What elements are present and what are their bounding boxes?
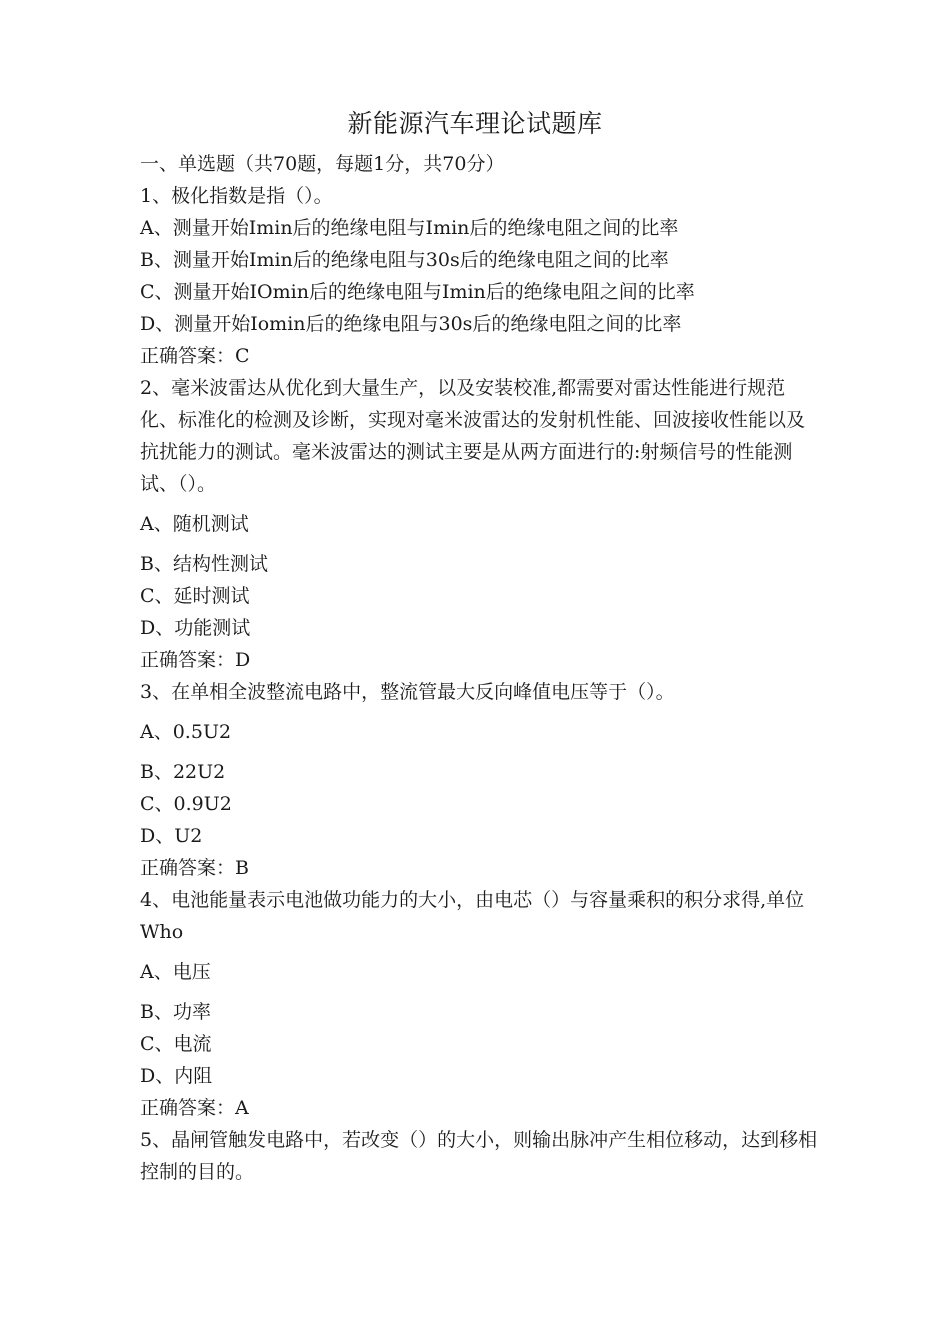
section-heading: 一、单选题（共70题，每题1分，共70分） <box>140 153 505 175</box>
question-stem: 4、电池能量表示电池做功能力的大小，由电芯（）与容量乘积的积分求得,单位Who <box>140 889 805 943</box>
option-c: C、延时测试 <box>140 585 250 607</box>
question-4 <box>140 884 820 1124</box>
question-stem: 1、极化指数是指（）。 <box>140 185 333 207</box>
correct-answer: 正确答案：A <box>140 1097 249 1119</box>
option-c: C、测量开始IOmin后的绝缘电阻与Imin后的绝缘电阻之间的比率 <box>140 281 695 303</box>
document-title: 新能源汽车理论试题库 <box>347 109 603 138</box>
question-5 <box>140 1124 820 1188</box>
option-c: C、电流 <box>140 1033 212 1055</box>
document-body <box>140 148 820 1188</box>
question-3 <box>140 676 820 884</box>
question-stem: 2、毫米波雷达从优化到大量生产，以及安装校准,都需要对雷达性能进行规范化、标准化的检测及诊断，实现对毫米波雷达的发射机性能、回波接收性能以及抗扰能力的测试。毫米波雷达的测试主要是从两方面进行的:射频信号的性能测试、（）。 <box>140 377 806 495</box>
option-c: C、0.9U2 <box>140 793 232 815</box>
correct-answer: 正确答案：D <box>140 649 251 671</box>
option-d: D、功能测试 <box>140 617 251 639</box>
option-b: B、结构性测试 <box>140 553 268 575</box>
option-b: B、功率 <box>140 1001 211 1023</box>
option-b: B、22U2 <box>140 761 226 783</box>
option-a: A、电压 <box>140 961 211 983</box>
option-d: D、测量开始Iomin后的绝缘电阻与30s后的绝缘电阻之间的比率 <box>140 313 682 335</box>
question-1 <box>140 180 820 372</box>
option-a: A、随机测试 <box>140 513 249 535</box>
option-a: A、测量开始Imin后的绝缘电阻与Imin后的绝缘电阻之间的比率 <box>140 217 679 239</box>
question-stem: 5、晶闸管触发电路中，若改变（）的大小，则输出脉冲产生相位移动，达到移相控制的目的。 <box>140 1129 818 1183</box>
option-a: A、0.5U2 <box>140 721 232 743</box>
question-2 <box>140 372 820 676</box>
option-d: D、U2 <box>140 825 203 847</box>
correct-answer: 正确答案：C <box>140 345 250 367</box>
correct-answer: 正确答案：B <box>140 857 249 879</box>
question-stem: 3、在单相全波整流电路中，整流管最大反向峰值电压等于（）。 <box>140 681 675 703</box>
option-b: B、测量开始Imin后的绝缘电阻与30s后的绝缘电阻之间的比率 <box>140 249 669 271</box>
option-d: D、内阻 <box>140 1065 213 1087</box>
